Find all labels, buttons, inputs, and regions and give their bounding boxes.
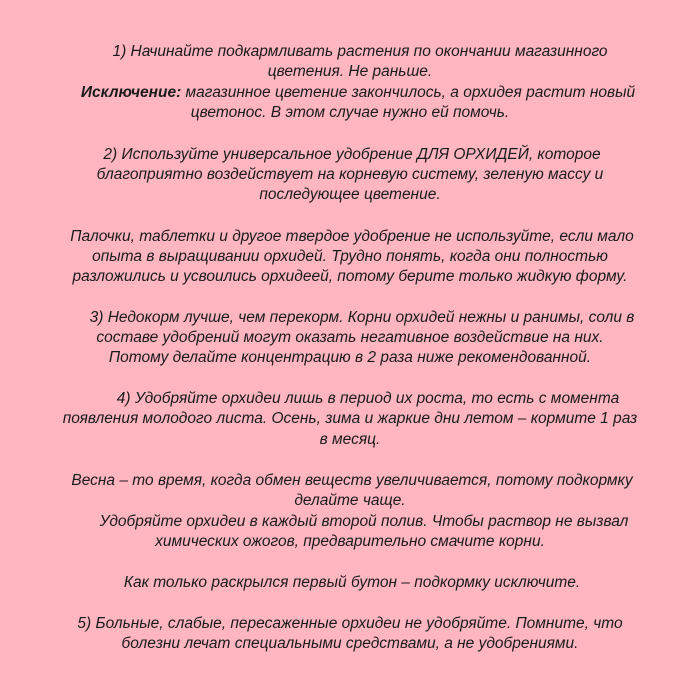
text-line: 4) Удобряйте орхидеи лишь в период их роста, то есть с момента <box>116 390 620 407</box>
exception-line <box>0 83 700 103</box>
text-line: цветонос. В этом случае нужно ей помочь. <box>190 104 510 121</box>
text-line: разложились и усвоились орхидеей, потому берите только жидкую форму. <box>72 268 628 285</box>
text-line: в месяц. <box>319 431 381 448</box>
text-line: последующее цветение. <box>259 186 441 203</box>
text-line: благоприятно воздействует на корневую систему, зеленую массу и <box>96 166 604 183</box>
text-line: 2) Используйте универсальное удобрение ДЛЯ ОРХИДЕЙ, которое <box>103 146 601 163</box>
text-line: цветения. Не раньше. <box>267 63 433 80</box>
text-line: Весна – то время, когда обмен веществ увеличивается, потому подкормку <box>71 472 633 489</box>
text-line: Потому делайте концентрацию в 2 раза ниже рекомендованной. <box>108 349 592 366</box>
text-line: Как только раскрылся первый бутон – подкормку исключите. <box>123 574 581 591</box>
text-line: Палочки, таблетки и другое твердое удобрение не используйте, если мало <box>70 228 634 245</box>
text-line: делайте чаще. <box>294 492 406 509</box>
exception-text: магазинное цветение закончилось, а орхидея растит новый <box>181 84 636 101</box>
text-line: химических ожогов, предварительно смачите корни. <box>155 533 545 550</box>
text-line: Удобряйте орхидеи в каждый второй полив. Чтобы раствор не вызвал <box>99 513 629 530</box>
text-line: появления молодого листа. Осень, зима и жаркие дни летом – кормите 1 раз <box>62 410 638 427</box>
text-line: 3) Недокорм лучше, чем перекорм. Корни орхидей нежны и ранимы, соли в <box>89 309 635 326</box>
text-line: болезни лечат специальными средствами, а не удобрениями. <box>121 635 579 652</box>
text-line: опыта в выращивании орхидей. Трудно понять, когда они полностью <box>92 248 608 265</box>
text-line: 1) Начинайте подкармливать растения по окончании магазинного <box>112 43 608 60</box>
text-line: 5) Больные, слабые, пересаженные орхидеи не удобряйте. Помните, что <box>77 615 623 632</box>
exception-label: Исключение: <box>80 84 182 101</box>
text-line: составе удобрений могут оказать негативное воздействие на них. <box>96 329 604 346</box>
